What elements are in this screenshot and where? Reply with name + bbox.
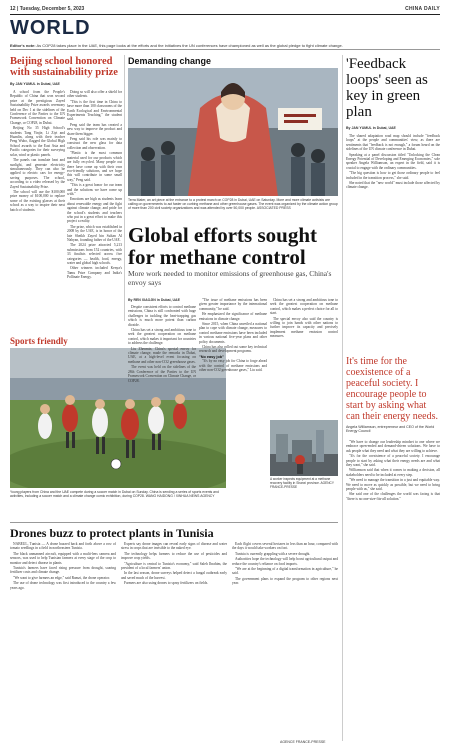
tagline-text: As COP28 takes place in the UAE, this page looks at the efforts and the initiatives the UN conferences have championed as well as the global pledge to fight climate change. — [36, 43, 343, 48]
paragraph: "We need to manage the transition in a just and equitable way. We need to move as quickly as possible, but we need to bring people with us," she said. — [346, 478, 440, 492]
paragraph: "It's by no easy job for China to forge ahead with the control of methane emissions and other non-CO2 greenhouse gases," Liu said. — [199, 359, 267, 373]
protest-image — [128, 68, 338, 196]
paragraph: Beijing No 35 High School's students Tang Yinjie, Li Ziyi and Huanlin, along with their teacher Peng Wubo, flagged the Global High School awards to the East Asia and Pacific categories for their surveying solar, wind or plastic panels. — [10, 126, 65, 157]
section-title: WORLD — [10, 17, 91, 39]
publication-brand[interactable]: CHINA DAILY — [405, 6, 440, 12]
facility-image — [270, 420, 338, 476]
main-deck: More work needed to monitor emissions of greenhouse gas, China's envoy says — [128, 269, 332, 287]
paragraph: "The issue of methane emissions has been given greater importance by the international community," he said. — [199, 298, 267, 311]
paragraph: "It's for the coexistence of a peaceful society. I encourage people to start by asking what their energy needs are and what they want," she said. — [346, 454, 440, 468]
masthead-rule — [10, 14, 440, 15]
column-divider — [342, 55, 343, 741]
facility-caption: A worker inspects equipment at a methane recovery facility in Shanxi province. AGENCY FRANCE-PRESSE — [270, 477, 334, 489]
paragraph: The school will use the $100,000 prize money of $100,000 to replace some of the existing glasses at their school as a way to inspire their next batch of students. — [10, 189, 65, 212]
sports-section-label: Sports friendly — [10, 336, 68, 346]
paragraph: China has set a strong and ambitious tone to seek the greatest cooperation on methane control, which makes a perfect choice for all to start. — [270, 298, 338, 316]
column-divider — [124, 55, 125, 321]
paragraph: Williamson said that when it comes to making a decision, all stakeholders need to be included at every step. — [346, 468, 440, 477]
bottom-body-col2 — [121, 542, 227, 742]
section-rule — [10, 49, 440, 50]
pull-quote-attribution: Angela Williamson, entrepreneur and CEO of the World Energy Council — [346, 425, 435, 434]
left-story-body-col1 — [10, 90, 65, 332]
paragraph: "Plastic is the most common material used for our products which are fully recycled. Many people out there have come up with their own eco-friendly solutions, and we hope this will contribute in some small way," Peng said. — [67, 151, 122, 182]
paragraph: She noted that the "new world" must include those affected by climate change. — [346, 181, 440, 190]
tagline-label: Editor's note: — [10, 43, 36, 48]
paragraph: She said one of the challenges the world was facing is that "there is no one-size-fits-all solution." — [346, 492, 440, 501]
paragraph: The prize, which was established in 2008 by the UAE, is in honor of the late Sheikh Zayed bin Sultan Al Nahyan, founding father of the UAE. — [67, 224, 122, 242]
section-tagline — [10, 43, 440, 48]
paragraph: Despite consistent efforts to control methane emissions, China is still confronted with huge challenges in tackling the heat-trapping gas which is much more potent than carbon dioxide. — [128, 305, 196, 327]
left-story-byline: By JAN YUMUL in Dubai, UAE — [10, 82, 60, 86]
paragraph: Liu Zhenmin, China's special envoy for climate change, made the remarks in Dubai, UAE, at a high-level event focusing on methane and other non-CO2 greenhouse gases. — [128, 346, 196, 364]
paragraph: The shared adaptation road map should include "feedback loops" at the people and communities' view, as there are sentiments that "feedback is not enough," a forum heard on the sidelines of the UN climate conference in Dubai. — [346, 134, 440, 152]
paragraph: Authorities hope the technology will help boost agricultural output and reduce the country's reliance on food imports. — [232, 557, 338, 566]
main-body-col1 — [128, 305, 196, 489]
paragraph: Farmers are also using drones to spray fertilizers on fields. — [124, 581, 209, 586]
right-byline: By JAN YUMUL in Dubai, UAE — [346, 126, 396, 130]
paragraph: Speaking at a panel discussion titled "Unlocking the Clean Energy Potential of Developing and Emerging Economies," sole speaker Angela Williamson, an expert in the field, said it is crucial to engage with the ordinary communities. — [346, 152, 440, 170]
paragraph: Each flight covers several hectares in less than an hour, compared with the days it would take workers on foot. — [232, 542, 338, 551]
subhead: "No easy job" — [199, 354, 224, 359]
paragraph: Since 2015, when China unveiled a national plan to cope with climate change, measures to control methane emissions have been included in various national five-year plans and other policy documents. — [199, 322, 267, 344]
bottom-story-rule — [10, 522, 338, 523]
paragraph: China has set a strong and ambitious tone to seek the greatest cooperation on methane control, which makes it important for countries to address the challenge. — [128, 328, 196, 346]
paragraph: The 2024 prize attracted 5,213 submissions from 152 countries, with 33 finalists selected across five categories — health, food, energy, water and global high schools. — [67, 243, 122, 266]
paragraph: NABEUL, Tunisia — A drone buzzed back and forth above a row of tomato seedlings in a field in northeastern Tunisia. — [10, 542, 116, 551]
paragraph: China has also rolled out some key technical research and development programs. — [199, 345, 267, 354]
left-story-body-col2 — [67, 90, 122, 332]
paragraph: Tunisia's farmers have faced rising pressure from drought, soaring fertilizer costs and climate change. — [10, 566, 116, 575]
paragraph: The special envoy also said the country is willing to join hands with other nations to further improve its capacity and precisely implement methane emission control measures. — [270, 316, 338, 339]
paragraph: "Agriculture is central to Tunisia's economy," said Saleh Ibrahim, the president of a local farmers' union. — [121, 561, 227, 571]
paragraph: "We want to give farmers an edge," said Ramzi, the drone operator. — [13, 575, 110, 580]
right-headline[interactable]: 'Feedback loops' seen as key in green plan — [346, 56, 428, 120]
main-body-col3 — [270, 298, 338, 418]
paragraph: "The big question is how to get those ordinary people to feel included in the transition process," she said. — [346, 171, 440, 180]
paragraph: In the last season, drone surveys helped detect a fungal outbreak early and saved much of the harvest. — [121, 571, 227, 580]
paragraph: Tunisia is currently grappling with a severe drought. — [235, 551, 311, 556]
paragraph: Doing so will also offer a shield for other students. — [67, 90, 122, 99]
pull-quote-text: It's time for the coexistence of a peaceful society. I encourage people to start by asking what can their energy needs. — [346, 356, 438, 422]
paragraph: Experts say drone images can reveal early signs of disease and water stress in crops that are invisible to the naked eye. — [121, 542, 227, 551]
right-body-col1 — [346, 134, 440, 352]
methane-facility-photo[interactable] — [270, 420, 338, 476]
bottom-headline[interactable]: Drones buzz to protect plants in Tunisia — [10, 526, 214, 540]
center-photo-caption: Terra Mater, an art piece at the entrance to a protest march on COP28 in Dubai, UAE on Saturday. More and more climate activists are calling on governments to act faster on curbing methane and other greenhouse gases. The event was organized by the climate action group of more than 200 civil society organizations and was attended by over 50,000 people. ASSOCIATED PRESS — [128, 198, 338, 210]
paragraph: Feng said his role was mainly to construct the new glass for data collection and observation. — [67, 137, 122, 150]
center-photo-label: Demanding change — [128, 56, 212, 66]
paragraph: A school from the People's Republic of China that won second prize at the prestigious Zayed Sustainability Prize awards ceremony held on Dec 1 at the sidelines of the Conference of the Parties to the UN Framework Convention on Climate Change, or COP28, in Dubai. — [10, 90, 65, 125]
paragraph: "We are at the beginning of a digital transformation in agriculture," he said. — [232, 567, 338, 576]
paragraph: Peng said the team has created a new way to improve the product and share them bigger. — [67, 122, 122, 136]
sports-caption: Young players from China and the UAE compete during a soccer match in Dubai on Sunday. China is sending a series of sports events and activities, including a soccer match and a climate change comic exhibition, during COP28. WANG HAIDONG / XINHUA NEWS AGENCY — [10, 490, 219, 498]
paragraph: He emphasized the significance of methane emissions in climate change. — [199, 312, 267, 321]
paragraph: "We have to change our leadership mindset to one where we embrace open-ended and demand-driven solutions. We have to ask people what they need and what they are willing to achieve. — [346, 440, 440, 453]
right-body-col2 — [346, 440, 440, 740]
pull-quote — [346, 356, 440, 434]
bottom-credit: AGENCE FRANCE-PRESSE — [280, 740, 326, 744]
main-headline[interactable]: Global efforts sought for methane control — [128, 223, 317, 269]
page-info: 12 | Tuesday, December 5, 2023 — [10, 6, 85, 12]
demonstration-photo[interactable] — [128, 68, 338, 196]
paragraph: The panels can translate heat and sunlight, and generate electricity simultaneously. They can also be applied to electric cars for energy-saving purposes. The school, according to a video released by the Zayed Sustainability Prize. — [10, 158, 65, 189]
bottom-body-col3 — [232, 542, 338, 742]
paragraph: The government plans to expand the program to other regions next year. — [232, 576, 338, 586]
paragraph: The technology helps farmers to reduce the use of pesticides and improve crop yields. — [121, 551, 227, 561]
main-body-col2 — [199, 298, 267, 489]
main-byline: By REN XIAOJIN in Dubai, UAE — [128, 298, 180, 302]
left-story-headline[interactable]: Beijing school honored with sustainability prize — [10, 56, 118, 78]
bottom-body-col1 — [10, 542, 116, 742]
paragraph: The black unmanned aircraft, equipped with a multi-lens camera and sensors, was used to help Tunisian farmers at every stage of the crop to monitor and detect disease in plants. — [10, 551, 116, 565]
paragraph: Other winners included Kenya's Tamu Prize Company and India's Pollinate Energy. — [67, 266, 122, 280]
paragraph: "This is a great honor for our team and the solutions we have come up with." — [67, 183, 122, 196]
paragraph: The event was held on the sidelines of the 28th Conference of the Parties to the UN Framework Convention on Climate Change, or COP28. — [128, 365, 196, 383]
paragraph: The use of drone technology was first introduced to the country a few years ago. — [10, 581, 116, 590]
paragraph: "This is the first time in China to have more than 100 classrooms of the Earth Ecological and Environmental Experiments Teaching," the student said. — [67, 99, 122, 122]
paragraph: Emotions are high as students learn about renewable energy and the fight against climate change, and pride for the school's students and teachers who put in a great effort to make this project a reality. — [67, 197, 122, 224]
